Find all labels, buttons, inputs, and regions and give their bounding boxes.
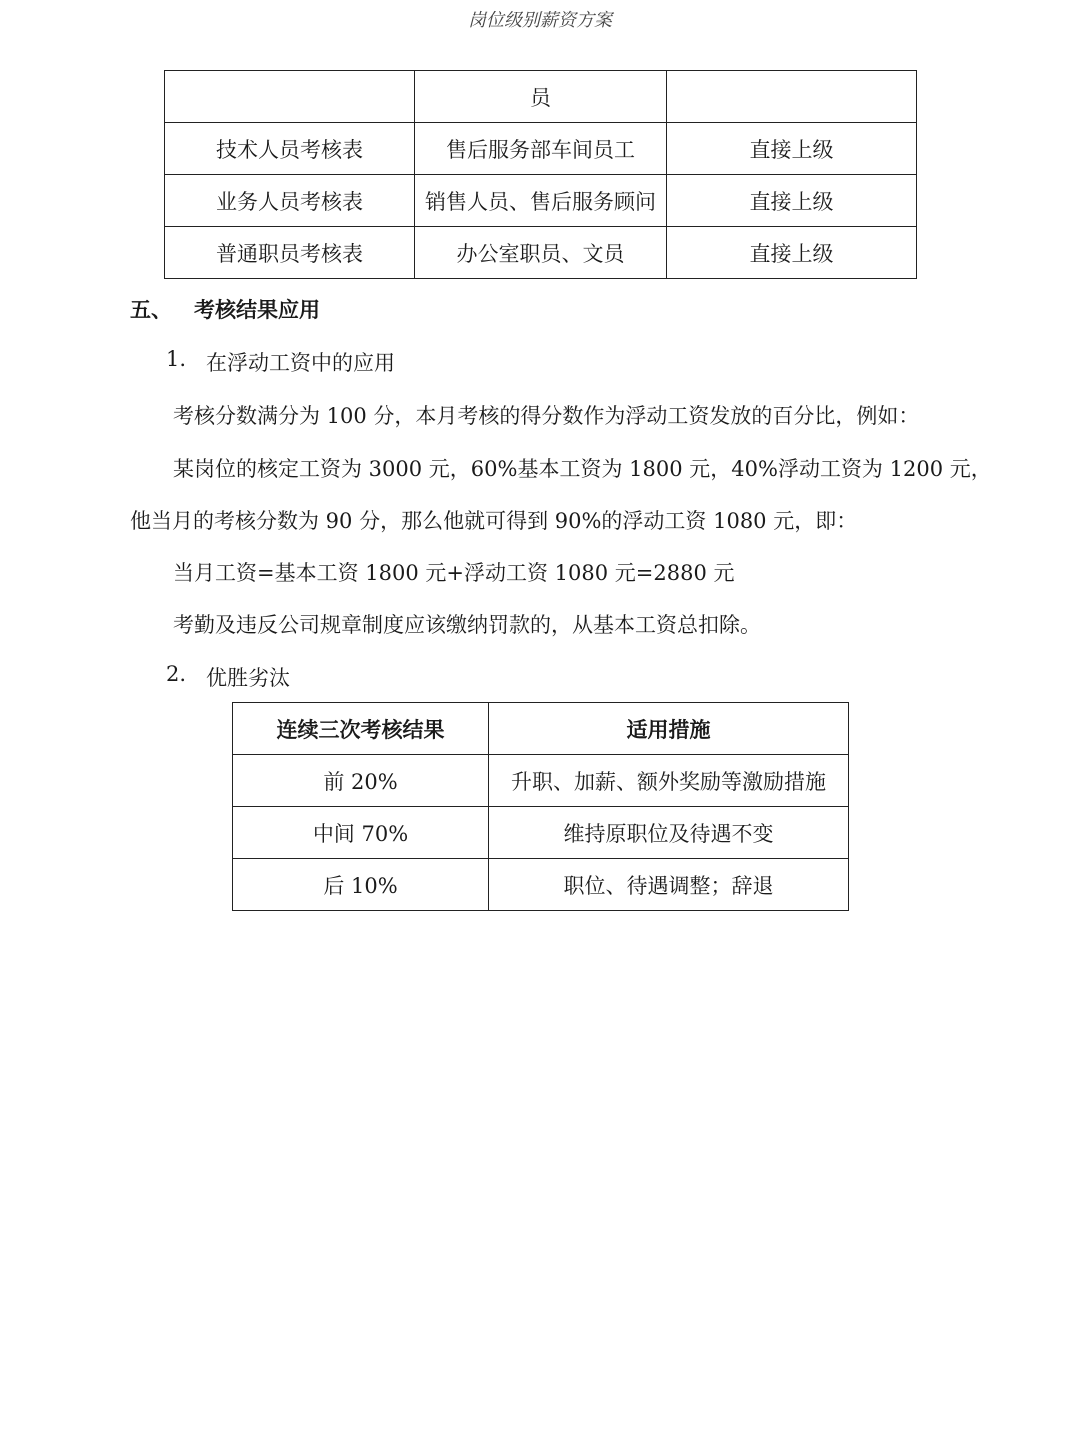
subsection-number: 2. — [166, 662, 187, 686]
table-row — [165, 227, 917, 279]
table-cell: 技术人员考核表 — [165, 123, 415, 175]
table-cell: 售后服务部车间员工 — [415, 123, 667, 175]
table-cell: 前 20% — [233, 755, 489, 807]
survival-of-fittest-table — [232, 702, 849, 911]
table-cell: 直接上级 — [667, 175, 917, 227]
table-header-row — [233, 703, 849, 755]
subsection-title: 在浮动工资中的应用 — [206, 351, 395, 375]
table-cell: 职位、待遇调整；辞退 — [489, 859, 849, 911]
table-header-cell: 连续三次考核结果 — [233, 703, 489, 755]
table-cell: 普通职员考核表 — [165, 227, 415, 279]
paragraph: 某岗位的核定工资为 3000 元，60%基本工资为 1800 元，40%浮动工资为 1200 元， — [173, 457, 992, 481]
table-cell: 中间 70% — [233, 807, 489, 859]
table-cell: 升职、加薪、额外奖励等激励措施 — [489, 755, 849, 807]
subsection-number: 1. — [166, 347, 187, 371]
table-cell: 销售人员、售后服务顾问 — [415, 175, 667, 227]
table-row — [165, 175, 917, 227]
table-cell: 业务人员考核表 — [165, 175, 415, 227]
paragraph: 他当月的考核分数为 90 分，那么他就可得到 90%的浮动工资 1080 元，即： — [130, 509, 858, 533]
table-cell: 办公室职员、文员 — [415, 227, 667, 279]
table-row — [233, 859, 849, 911]
table-cell: 员 — [415, 71, 667, 123]
table-cell: 直接上级 — [667, 227, 917, 279]
table-row — [233, 755, 849, 807]
table-cell: 维持原职位及待遇不变 — [489, 807, 849, 859]
section-number: 五、 — [130, 297, 172, 322]
assessment-form-table — [164, 70, 917, 279]
table-cell: 后 10% — [233, 859, 489, 911]
table-cell — [165, 71, 415, 123]
table-cell: 直接上级 — [667, 123, 917, 175]
table-header-cell: 适用措施 — [489, 703, 849, 755]
table-row — [233, 807, 849, 859]
table-row — [165, 71, 917, 123]
subsection-title: 优胜劣汰 — [206, 666, 290, 690]
table-row — [165, 123, 917, 175]
page-header-title: 岗位级别薪资方案 — [468, 10, 612, 31]
table-cell — [667, 71, 917, 123]
paragraph: 考勤及违反公司规章制度应该缴纳罚款的，从基本工资总扣除。 — [173, 613, 761, 637]
paragraph: 当月工资=基本工资 1800 元+浮动工资 1080 元=2880 元 — [173, 561, 735, 585]
paragraph: 考核分数满分为 100 分，本月考核的得分数作为浮动工资发放的百分比，例如： — [173, 404, 920, 428]
section-title: 考核结果应用 — [194, 297, 320, 322]
